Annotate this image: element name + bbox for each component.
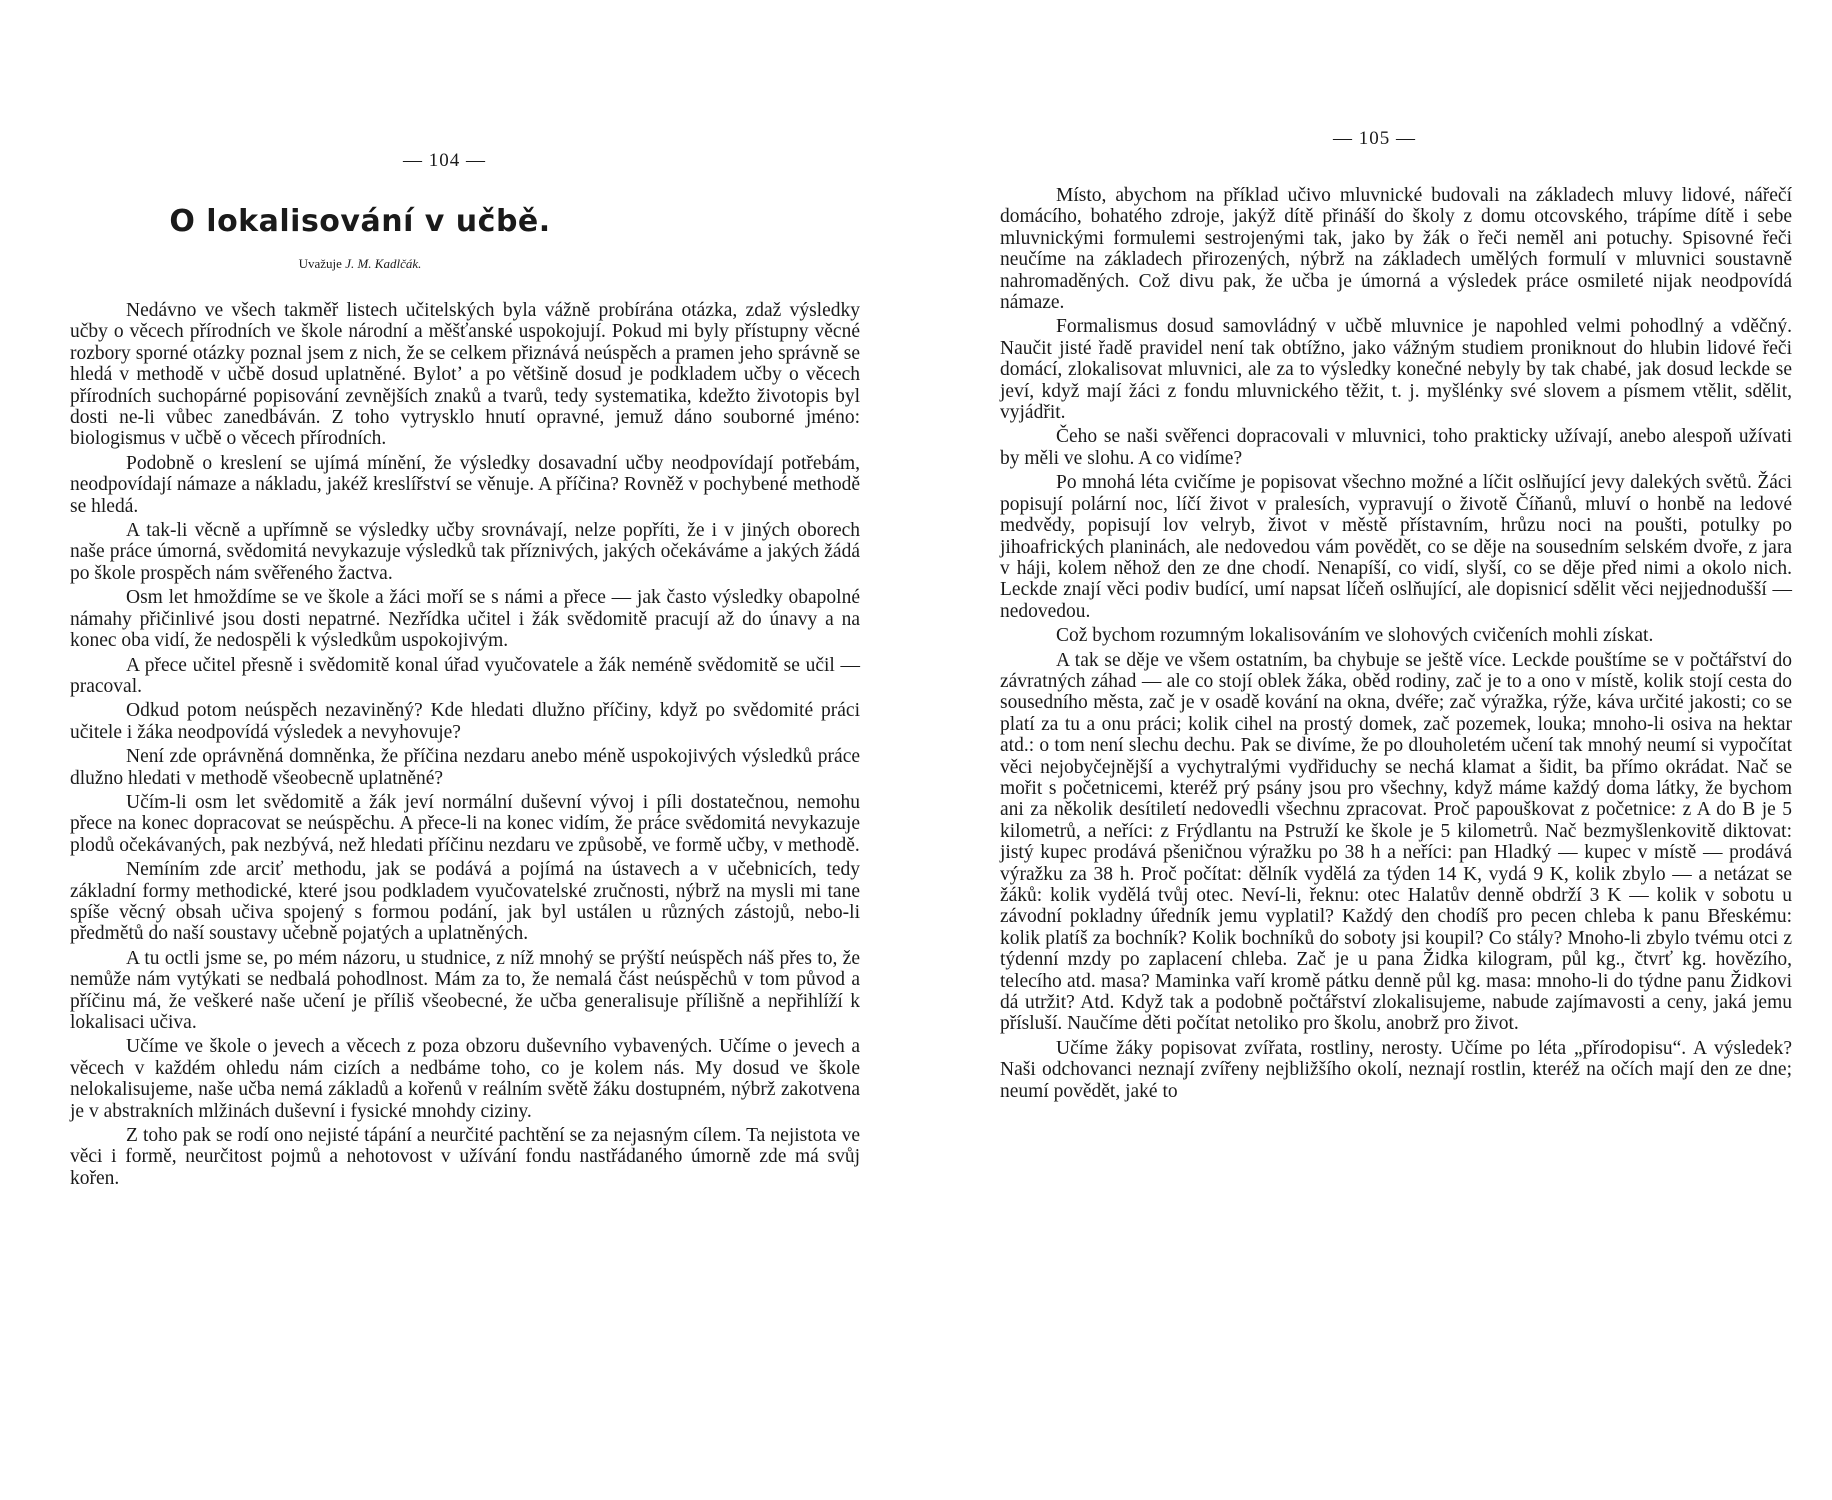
paragraph: Učím-li osm let svědomitě a žák jeví normální duševní vývoj i píli dostatečnou, nemohu přece na konec dopracovat se neúspěchu. A přece-li na konec vidím, že práce svědomitá nevykazuje plodů očekávaných, pak nezbývá, než hledati příčinu nezdaru ve způsobě, ve formě učby, v methodě. xyxy=(70,791,860,856)
right-text-column xyxy=(1000,185,1792,1105)
paragraph: Učíme ve škole o jevech a věcech z poza obzoru duševního vybavených. Učíme o jevech a věcech v každém ohledu nám cizích a nedbáme toho, co je kolem nás. My dosud ve škole nelokalisujeme, naše učba nemá základů a kořenů v reálním světě žáku dostupném, nýbrž zakotvena je v abstrakních mlžinách duševní i fysické mnohdy ciziny. xyxy=(70,1036,860,1122)
paragraph: Není zde oprávněná domněnka, že příčina nezdaru anebo méně uspokojivých výsledků práce dlužno hledati v methodě všeobecně uplatněné? xyxy=(70,746,860,789)
paragraph: A tak se děje ve všem ostatním, ba chybuje se ještě více. Leckde pouštíme se v počtářství do závratných záhad — ale co stojí oblek žáka, oběd rodiny, zač je to a ono v místě, kolik stojí cesta do sousedního města, zač je v osadě kování na okna, dvéře; zač výražka, rýže, káva určité jakosti; co se platí za tu a onu práci; kolik cihel na prostý domek, zač pozemek, louka; mnoho-li osiva na hektar atd.: o tom není slechu dechu. Pak se divíme, že po dlouholetém učení tak mnohý neumí si vypočítat věci nejobyčejnější a vychytralými vydřiduchy se nechá klamat a šidit, ba přímo okrádat. Nač se mořit s početnicemi, kteréž prý psány jsou pro všechny, když máme každý doma látky, že bychom ani za několik desítiletí nedovedli všechnu zpracovat. Proč papouškovat z početnice: z A do B je 5 kilometrů, a neříci: z Frýdlantu na Pstruží ke škole je 5 kilometrů. Nač bezmyšlenkovitě diktovat: jistý kupec prodává pšeničnou výražku po 38 h a neříci: pan Hladký — kupec v místě — prodává výražku za 38 h. Proč počítat: dělník vydělá za týden 14 K, vydá 9 K, kolik zbylo — a netázat se žáků: kolik vydělá tvůj otec. Neví-li, řeknu: otec Halatův denně obdrží 3 K — kolik v sobotu u závodní pokladny úředník jemu vyplatil? Každý den chodíš pro pecen chleba k panu Břeskému: kolik platíš za bochník? Kolik bochníků do soboty jsi koupil? Co stály? Mnoho-li zbylo tvému otci z týdenní mzdy po zaplacení chleba. Zač je u pana Židka kilogram, půl kg., čtvrť kg. hovězího, telecího atd. masa? Maminka vaří kromě pátku denně půl kg. masa: mnoho-li do týdne panu Židkovi dá utržit? Atd. Když tak a podobně počtářství zlokalisujeme, nabude zajímavosti a ceny, jaká jemu přísluší. Naučíme děti počítat netoliko pro školu, anobrž pro život. xyxy=(1000,649,1792,1035)
paragraph: Po mnohá léta cvičíme je popisovat všechno možné a líčit oslňující jevy dalekých světů. Žáci popisují polární noc, líčí život v pralesích, vypravují o životě Číňanů, mluví o honbě na ledové medvědy, popisují lov velryb, život v městě přístavním, hrůzu noci na poušti, potulky po jihoafrických planinách, ale nedovedou vám povědět, co se děje na sousedním selském dvoře, z jara v háji, kolem něhož den ze dne chodí. Nenapíší, co vidí, slyší, co se děje před nimi a okolo nich. Leckde znají věci podiv budící, umí napsat líčeň oslňující, ale dopisnicí sdělit věci nejjednodušší — nedovedou. xyxy=(1000,472,1792,622)
article-author xyxy=(0,256,720,272)
page-number: — 104 — xyxy=(403,150,486,171)
left-text-column xyxy=(70,300,860,1192)
paragraph: Místo, abychom na příklad učivo mluvnické budovali na základech mluvy lidové, nářečí domácího, bohatého zdroje, jakýž dítě přináší do školy z domu otcovského, trápíme dítě i sebe mluvnickými formulemi sestrojenými tak, jako by žák o řeči neměl ani potuchy. Spisovné řeči neučíme na základech přirozených, nýbrž na základech umělých formulí v mluvnici soustavně nahromaděných. Což divu pak, že učba je úmorná a výsledek práce osmileté nijak neodpovídá námaze. xyxy=(1000,185,1792,314)
paragraph: A přece učitel přesně i svědomitě konal úřad vyučovatele a žák neméně svědomitě se učil — pracoval. xyxy=(70,654,860,697)
paragraph: Z toho pak se rodí ono nejisté tápání a neurčité pachtění se za nejasným cílem. Ta nejistota ve věci i formě, neurčitost pojmů a nehotovost v užívání fondu nastřádaného úmorně zde má svůj kořen. xyxy=(70,1125,860,1189)
paragraph: Čeho se naši svěřenci dopracovali v mluvnici, toho prakticky užívají, anebo alespoň užívati by měli ve slohu. A co vidíme? xyxy=(1000,426,1792,469)
paragraph: Což bychom rozumným lokalisováním ve slohových cvičeních mohli získat. xyxy=(1056,625,1654,647)
paragraph: Nedávno ve všech takměř listech učitelských byla vážně probírána otázka, zdaž výsledky učby o věcech přírodních ve škole národní a měšťanské uspokojují. Pokud mi byly přístupny věcné rozbory sporné otázky poznal jsem z nich, že se celkem přiznává neúspěch a pramen jeho správně se hledá v methodě v učbě dosud uplatněné. Bylotʼ a po většině dosud je podkladem učby o věcech přírodních suchopárné popisování zevnějších znaků a tvarů, tedy systematika, kdežto životopis byl dosti ne-li vůbec zanedbáván. Z toho vytrysklo hnutí opravné, jemuž dáno souborné jméno: biologismus v učbě o věcech přírodních. xyxy=(70,300,860,450)
page-number: — 105 — xyxy=(1333,128,1416,149)
article-title: O lokalisování v učbě. xyxy=(169,204,551,239)
paragraph: Nemíním zde arciť methodu, jak se podává a pojímá na ústavech a v učebnicích, tedy základní formy methodické, které jsou podkladem vyučovatelské zručnosti, nýbrž na mysli mi tane spíše věcný obsah učiva spojený s formou podání, jak byl ustálen u různých zástojů, nebo-li předmětů do naší soustavy učebně pojatých a uplatněných. xyxy=(70,859,860,945)
left-page xyxy=(0,0,900,1500)
paragraph: Podobně o kreslení se ujímá mínění, že výsledky dosavadní učby neodpovídají potřebám, neodpovídají námaze a nákladu, jakéž kreslířství se věnuje. A příčina? Rovněž v pochybené methodě se hledá. xyxy=(70,452,860,517)
paragraph: Odkud potom neúspěch nezaviněný? Kde hledati dlužno příčiny, když po svědomité práci učitele i žáka neodpovídá výsledek a nevyhovuje? xyxy=(70,700,860,743)
paragraph: A tu octli jsme se, po mém názoru, u studnice, z níž mnohý se prýští neúspěch náš přes to, že nemůže nám vytýkati se nedbalá pohodlnost. Mám za to, že nemalá část neúspěchů v tom původ a příčinu má, že veškeré naše učení je příliš všeobecné, že učba generalisuje přílišně a nepřihlíží k lokalisaci učiva. xyxy=(70,947,860,1033)
paragraph: A tak-li věcně a upřímně se výsledky učby srovnávají, nelze popříti, že i v jiných oborech naše práce úmorná, svědomitá nevykazuje výsledků tak příznivých, jakých očekáváme a jakých žádá po škole prospěch nám svěřeného žactva. xyxy=(70,520,860,584)
right-page xyxy=(960,0,1832,1500)
paragraph: Osm let hmoždíme se ve škole a žáci moří se s námi a přece — jak často výsledky obapolné námahy přičinlivé jsou dosti nepatrné. Nezřídka učitel i žák svědomitě pracují až do únavy a na konec oba vidí, že nedospěli k výsledkům uspokojivým. xyxy=(70,587,860,652)
paragraph: Formalismus dosud samovládný v učbě mluvnice je napohled velmi pohodlný a vděčný. Naučit jisté řadě pravidel není tak obtížno, jako vážným studiem proniknout do hlubin lidové řeči domácí, zlokalisovat mluvnici, ale za to výsledky konečné nebyly by tak chabé, jak dosud leckde se jeví, když mají žáci z fondu mluvnického těžit, t. j. myšlénky své slovem a písmem vtělit, sdělit, vyjádřit. xyxy=(1000,316,1792,424)
author-prefix: Uvažuje xyxy=(298,256,342,271)
paragraph: Učíme žáky popisovat zvířata, rostliny, nerosty. Učíme po léta „přírodopisu“. A výsledek? Naši odchovanci neznají zvířeny nejbližšího okolí, neznají rostlin, kteréž na očích mají den ze dne; neumí povědět, jaké to xyxy=(1000,1037,1792,1102)
author-name: J. M. Kadlčák. xyxy=(345,256,422,271)
